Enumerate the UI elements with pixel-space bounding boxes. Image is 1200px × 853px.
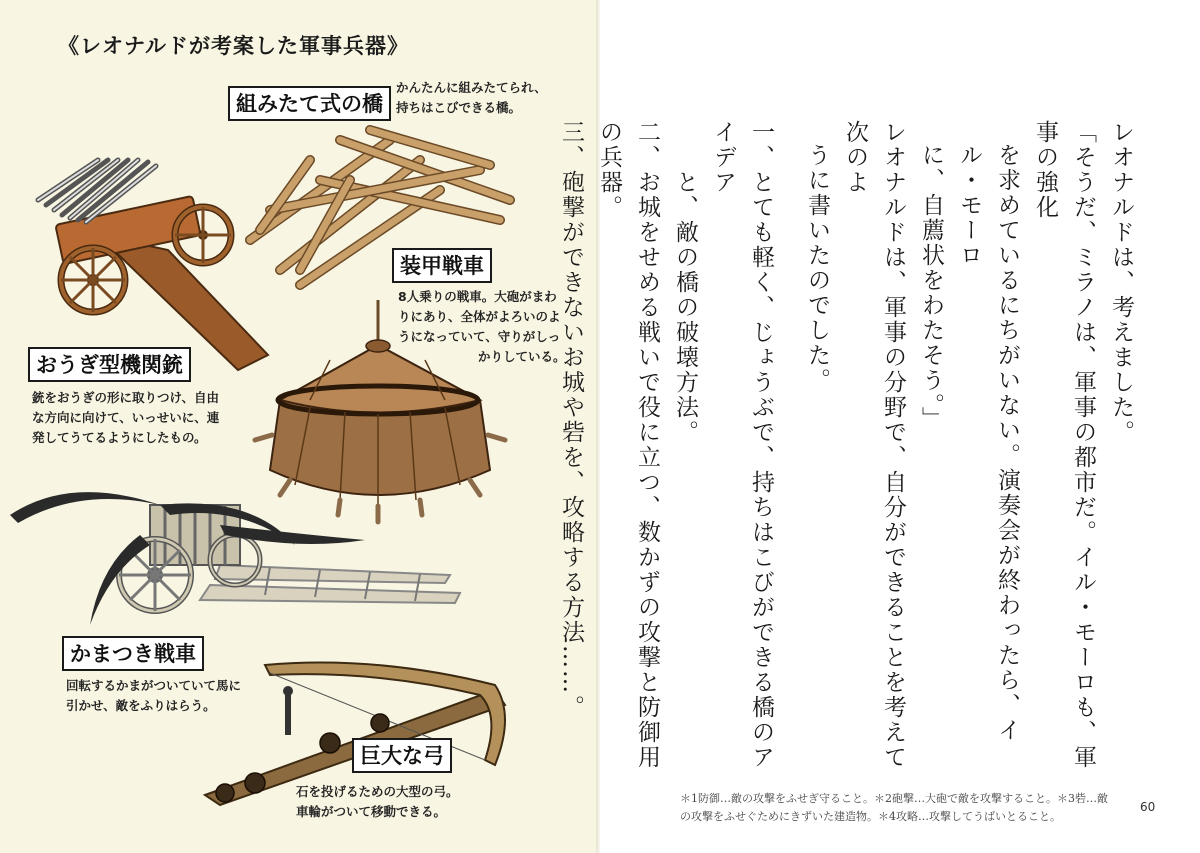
body-text (552, 120, 1140, 780)
text-column: うに書いたのでした。 (804, 143, 830, 393)
caption-scythed-chariot: 回転するかまがついていて馬に 引かせ、敵をふりはらう。 (66, 678, 242, 713)
text-column: 「そうだ、ミラノは、軍事の都市だ。イル・モーロも、軍事の強化 (1032, 120, 1096, 770)
text-column: レオナルドは、考えました。 (1108, 120, 1134, 445)
text-column: に、自薦状をわたそう。」 (918, 143, 944, 432)
label-fan-machine-gun: おうぎ型機関銃 (28, 347, 191, 382)
fan-machine-gun-illustration (28, 140, 268, 370)
page-number: 60 (1140, 800, 1156, 814)
caption-fan-machine-gun: 銃をおうぎの形に取りつけ、自由 な方向に向けて、いっせいに、連 発してうてるようにしたもの。 (32, 390, 220, 445)
caption-bridge: かんたんに組みたてられ、 持ちはこびできる橋。 (396, 80, 547, 115)
text-column: と、敵の橋の破壊方法。 (672, 170, 698, 445)
caption-armored-tank: 8人乗りの戦車。大砲がまわ りにあり、全体がよろいのよ うになっていて、守りがしっ かりしている。 (398, 289, 566, 364)
right-page (558, 0, 1200, 853)
text-column: 一、とても軽く、じょうぶで、持ちはこびができる橋のアイデア (710, 120, 774, 770)
text-column: レオナルドは、軍事の分野で、自分ができることを考えて次のよ (842, 120, 906, 770)
caption-giant-crossbow: 石を投げるための大型の弓。 車輪がついて移動できる。 (296, 784, 459, 819)
label-armored-tank: 装甲戦車 (392, 248, 492, 283)
footnotes: ＊1防御…敵の攻撃をふせぎ守ること。＊2砲撃…大砲で敵を攻撃すること。＊3砦…敵 の攻撃をふせぐためにきずいた建造物。＊4攻略…攻撃してうばいとること。 (680, 792, 1108, 823)
label-scythed-chariot: かまつき戦車 (62, 636, 204, 671)
scythed-chariot-illustration (10, 475, 470, 645)
label-giant-crossbow: 巨大な弓 (352, 738, 452, 773)
label-bridge: 組みたて式の橋 (228, 86, 391, 121)
text-column: 二、お城をせめる戦いで役に立つ、数かずの攻撃と防御用の兵器。 (596, 120, 660, 770)
page-heading: 《レオナルドが考案した軍事兵器》 (58, 34, 409, 58)
text-column: 三、砲撃ができないお城や砦を、攻略する方法……。 (558, 120, 584, 720)
text-column: を求めているにちがいない。演奏会が終わったら、イル・モーロ (956, 143, 1020, 743)
